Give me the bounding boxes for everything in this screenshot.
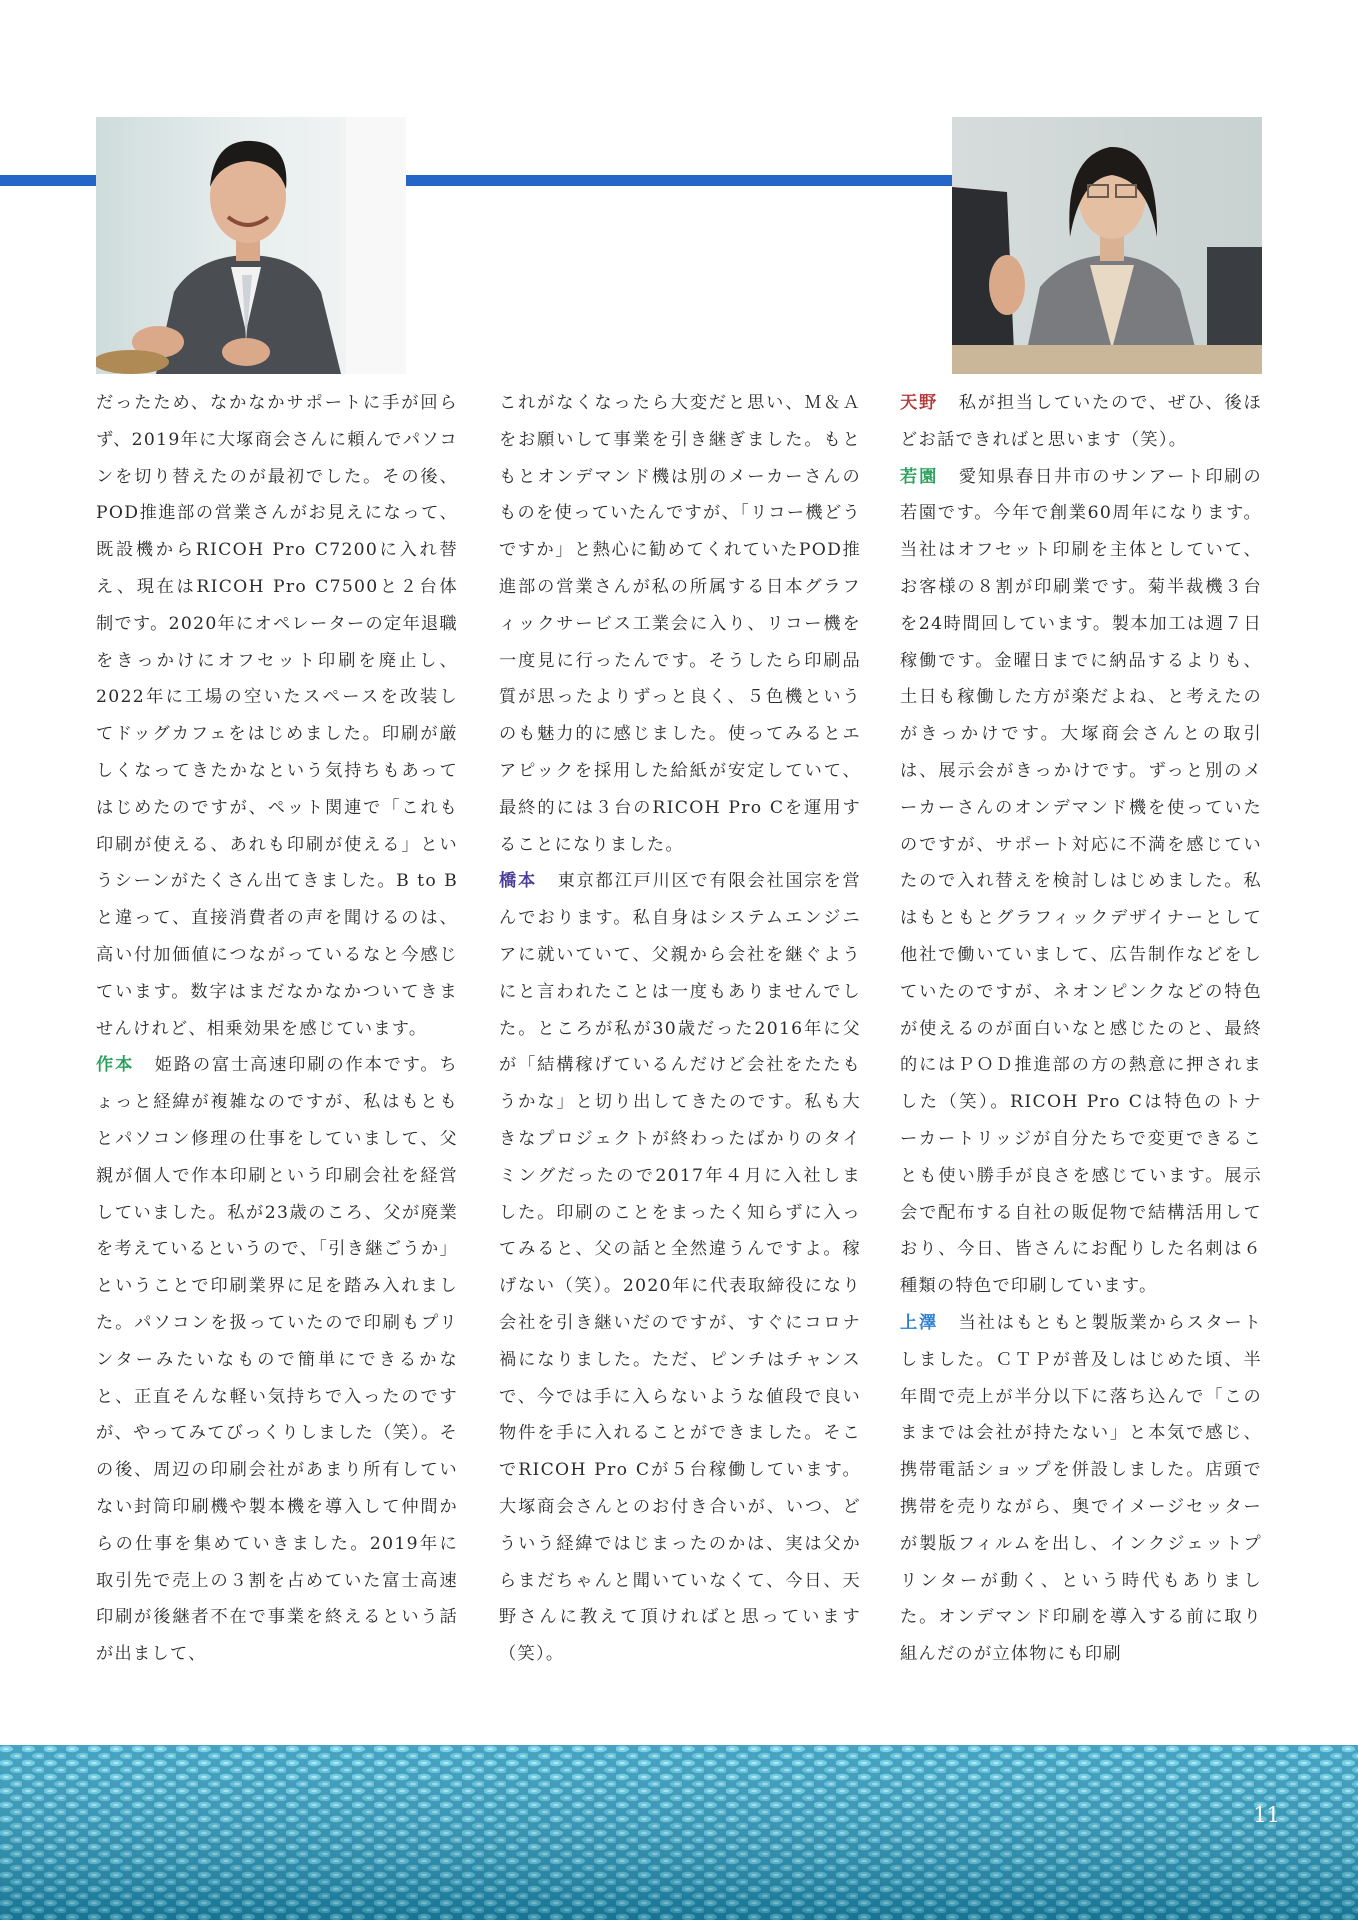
- footer-texture-band: [0, 1745, 1358, 1920]
- speaker-name: 上澤: [900, 1312, 938, 1333]
- paragraph: [900, 459, 1262, 1305]
- paragraph-text: 私が担当していたので、ぜひ、後ほどお話できればと思います（笑）。: [900, 393, 1262, 450]
- photo-woman-illustration: [952, 117, 1262, 374]
- paragraph: [499, 385, 861, 863]
- paragraph: [900, 1305, 1262, 1673]
- text-column-2: [499, 385, 861, 1673]
- speaker-name: 若園: [900, 466, 939, 487]
- interview-photo-woman: [952, 117, 1262, 374]
- speaker-name: 作本: [96, 1055, 135, 1076]
- paragraph-text: 東京都江戸川区で有限会社国宗を営んでおります。私自身はシステムエンジニアに就いていて、父親から会社を継ぐようにと言われたことは一度もありませんでした。ところが私が30歳だった2016年に父が「結構稼げているんだけど会社をたたもうかな」と切り出してきたのです。私も大きなプロジェクトが終わったばかりのタイミングだったので2017年４月に入社しました。印刷のことをまったく知らずに入ってみると、父の話と全然違うんですよ。稼げない（笑）。2020年に代表取締役になり会社を引き継いだのですが、すぐにコロナ禍になりました。ただ、ピンチはチャンスで、今では手に入らないような値段で良い物件を手に入れることができました。そこでRICOH Pro Cが５台稼働しています。大塚商会さんとのお付き合いが、いつ、どういう経緯ではじまったのかは、実は父からまだちゃんと聞いていなくて、今日、天野さんに教えて頂ければと思っています（笑）。: [499, 871, 861, 1665]
- speaker-name: 天野: [900, 393, 939, 413]
- paragraph: [96, 1047, 458, 1673]
- paragraph-text: だったため、なかなかサポートに手が回らず、2019年に大塚商会さんに頼んでパソコンを切り替えたのが最初でした。その後、POD推進部の営業さんがお見えになって、既設機からRICOH Pro C7200に入れ替え、現在はRICOH Pro C7500と２台体制です。2020年にオペレーターの定年退職をきっかけにオフセット印刷を廃止し、2022年に工場の空いたスペースを改装してドッグカフェをはじめました。印刷が厳しくなってきたかなという気持ちもあってはじめたのですが、ペット関連で「これも印刷が使える、あれも印刷が使える」というシーンがたくさん出てきました。B to Bと違って、直接消費者の声を聞けるのは、高い付加価値につながっているなと今感じています。数字はまだなかなかついてきませんけれど、相乗効果を感じています。: [96, 393, 458, 1039]
- paragraph-text: 愛知県春日井市のサンアート印刷の若園です。今年で創業60周年になります。当社はオフセット印刷を主体としていて、お客様の８割が印刷業です。菊半裁機３台を24時間回しています。製本加工は週７日稼働です。金曜日までに納品するよりも、土日も稼働した方が楽だよね、と考えたのがきっかけです。大塚商会さんとの取引は、展示会がきっかけです。ずっと別のメーカーさんのオンデマンド機を使っていたのですが、サポート対応に不満を感じていたので入れ替えを検討しはじめました。私はもともとグラフィックデザイナーとして他社で働いていまして、広告制作などをしていたのですが、ネオンピンクなどの特色が使えるのが面白いなと感じたのと、最終的にはＰＯＤ推進部の方の熱意に押されました（笑）。RICOH Pro Cは特色のトナーカートリッジが自分たちで変更できることも使い勝手が良さを感じています。展示会で配布する自社の販促物で結構活用しており、今日、皆さんにお配りした名刺は６種類の特色で印刷しています。: [900, 466, 1262, 1297]
- page-number: 11: [1253, 1803, 1280, 1827]
- speaker-name: 橋本: [499, 871, 537, 892]
- photo-man-illustration: [96, 117, 406, 374]
- interview-photo-man: [96, 117, 406, 374]
- paragraph: [499, 863, 861, 1673]
- text-column-3: [900, 385, 1262, 1673]
- paragraph-text: これがなくなったら大変だと思い、Ｍ＆Ａをお願いして事業を引き継ぎました。もともとオンデマンド機は別のメーカーさんのものを使っていたんですが、「リコー機どうですか」と熱心に勧めてくれていたPOD推進部の営業さんが私の所属する日本グラフィックサービス工業会に入り、リコー機を一度見に行ったんです。そうしたら印刷品質が思ったよりずっと良く、５色機というのも魅力的に感じました。使ってみるとエアピックを採用した給紙が安定していて、最終的には３台のRICOH Pro Cを運用することになりました。: [499, 393, 861, 855]
- fabric-texture-image: [0, 1745, 1358, 1920]
- paragraph: [96, 385, 458, 1047]
- paragraph: [900, 385, 1262, 459]
- text-column-1: [96, 385, 458, 1673]
- paragraph-text: 当社はもともと製版業からスタートしました。ＣＴＰが普及しはじめた頃、半年間で売上が半分以下に落ち込んで「このままでは会社が持たない」と本気で感じ、携帯電話ショップを併設しました。店頭で携帯を売りながら、奥でイメージセッターが製版フィルムを出し、インクジェットプリンターが動く、という時代もありました。オンデマンド印刷を導入する前に取り組んだのが立体物にも印刷: [900, 1312, 1262, 1665]
- paragraph-text: 姫路の富士高速印刷の作本です。ちょっと経緯が複雑なのですが、私はもともとパソコン修理の仕事をしていまして、父親が個人で作本印刷という印刷会社を経営していました。私が23歳のころ、父が廃業を考えているというので、「引き継ごうか」ということで印刷業界に足を踏み入れました。パソコンを扱っていたので印刷もプリンターみたいなもので簡単にできるかなと、正直そんな軽い気持ちで入ったのですが、やってみてびっくりしました（笑）。その後、周辺の印刷会社があまり所有していない封筒印刷機や製本機を導入して仲間からの仕事を集めていきました。2019年に取引先で売上の３割を占めていた富士高速印刷が後継者不在で事業を終えるという話が出まして、: [96, 1055, 458, 1665]
